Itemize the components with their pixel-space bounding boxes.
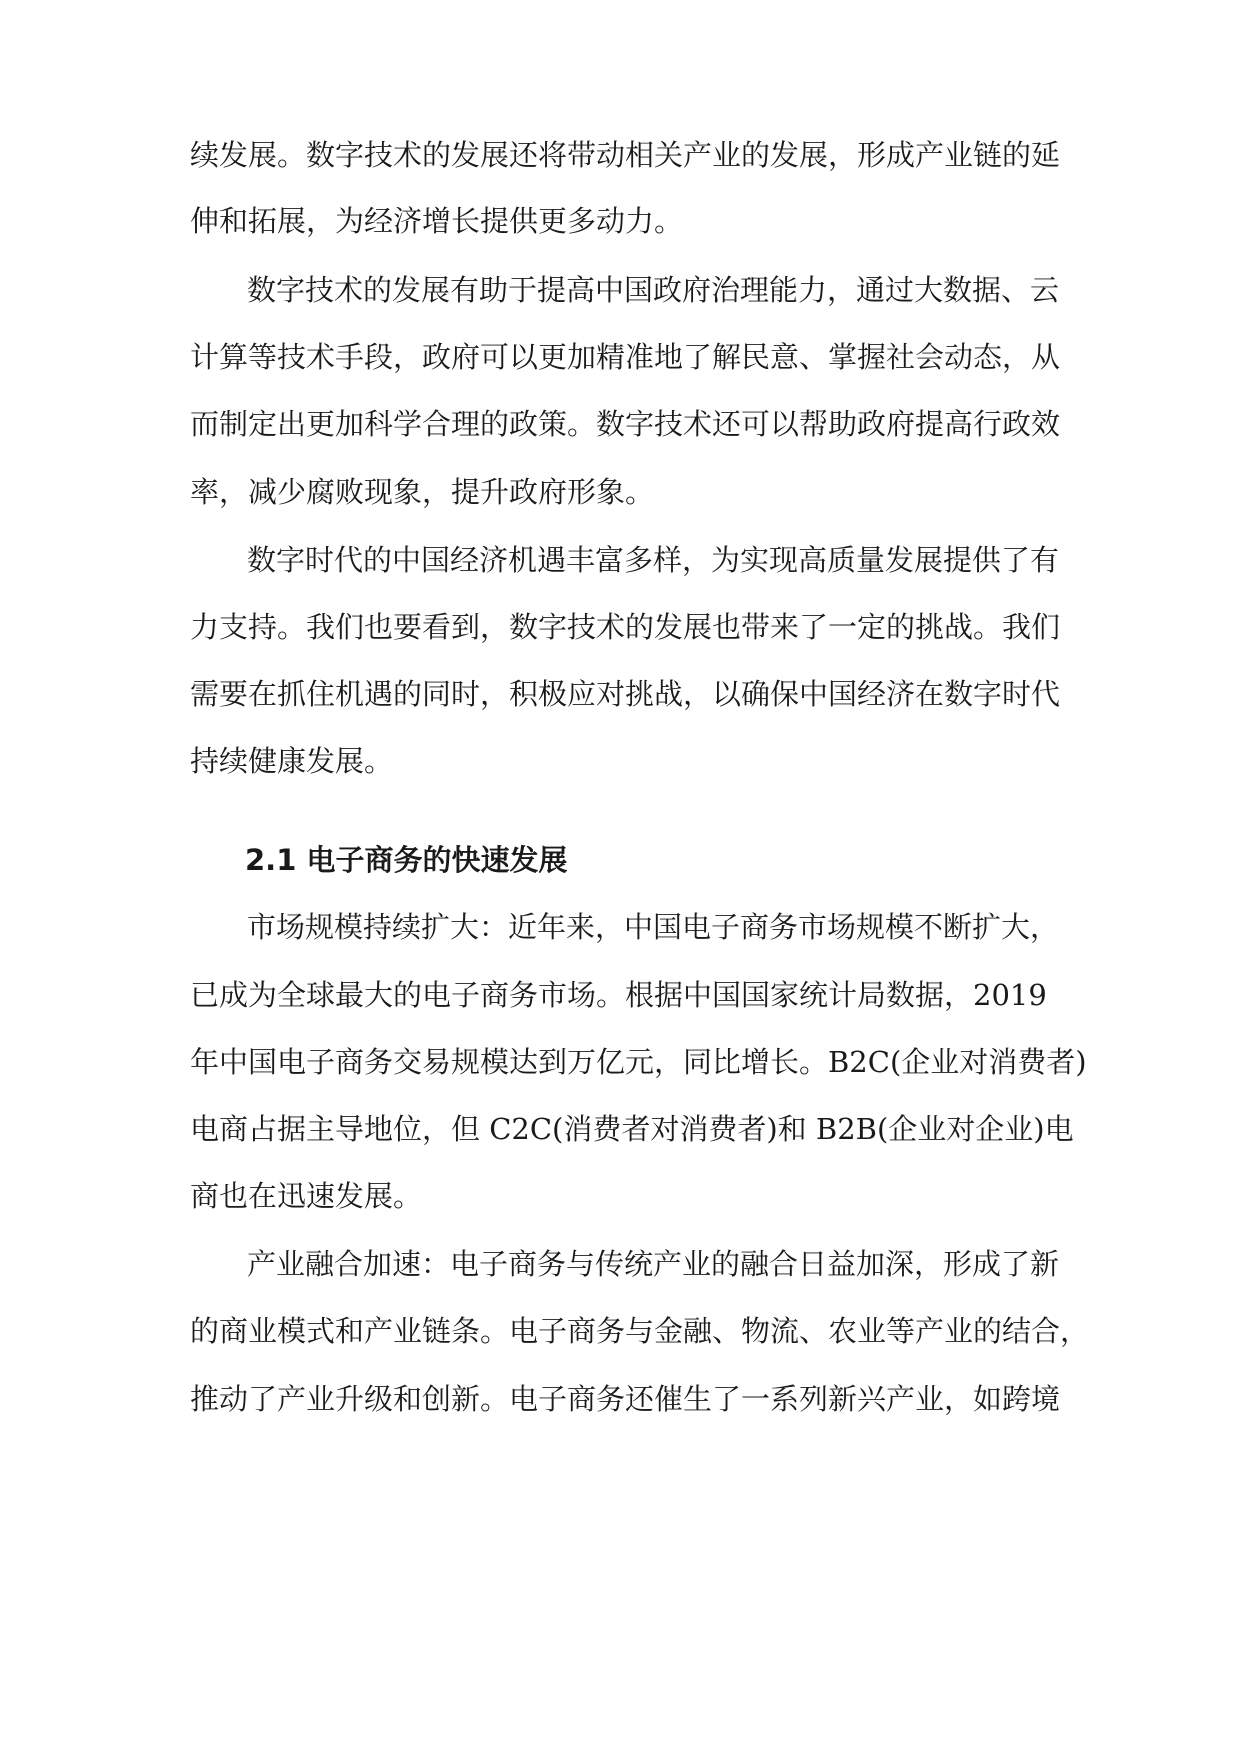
paragraph-2-line-2: 计算等技术手段，政府可以更加精准地了解民意、掌握社会动态，从 [190, 340, 1061, 374]
paragraph-2-line-1: 数字技术的发展有助于提高中国政府治理能力，通过大数据、云 [247, 273, 1060, 307]
section-paragraph-2-line-3: 推动了产业升级和创新。电子商务还催生了一系列新兴产业，如跨境 [190, 1382, 1061, 1416]
paragraph-2-line-4: 率，减少腐败现象，提升政府形象。 [190, 475, 655, 509]
section-paragraph-1-line-5: 商也在迅速发展。 [190, 1179, 423, 1213]
paragraph-1-line-2: 伸和拓展，为经济增长提供更多动力。 [190, 204, 684, 238]
section-paragraph-1-line-2: 已成为全球最大的电子商务市场。根据中国国家统计局数据，2019 [190, 978, 1047, 1012]
section-heading: 2.1 电子商务的快速发展 [245, 843, 568, 877]
paragraph-3-line-2: 力支持。我们也要看到，数字技术的发展也带来了一定的挑战。我们 [190, 610, 1061, 644]
section-paragraph-1-line-4: 电商占据主导地位，但 C2C(消费者对消费者)和 B2B(企业对企业)电 [190, 1112, 1074, 1146]
section-paragraph-1-line-3: 年中国电子商务交易规模达到万亿元，同比增长。B2C(企业对消费者) [190, 1045, 1087, 1079]
paragraph-3-line-3: 需要在抓住机遇的同时，积极应对挑战，以确保中国经济在数字时代 [190, 677, 1061, 711]
paragraph-3-line-1: 数字时代的中国经济机遇丰富多样，为实现高质量发展提供了有 [247, 543, 1060, 577]
paragraph-1-line-1: 续发展。数字技术的发展还将带动相关产业的发展，形成产业链的延 [190, 138, 1061, 172]
section-paragraph-1-line-1: 市场规模持续扩大：近年来，中国电子商务市场规模不断扩大， [247, 910, 1060, 944]
paragraph-3-line-4: 持续健康发展。 [190, 744, 394, 778]
paragraph-2-line-3: 而制定出更加科学合理的政策。数字技术还可以帮助政府提高行政效 [190, 407, 1061, 441]
section-paragraph-2-line-2: 的商业模式和产业链条。电子商务与金融、物流、农业等产业的结合， [190, 1314, 1090, 1348]
section-paragraph-2-line-1: 产业融合加速：电子商务与传统产业的融合日益加深，形成了新 [247, 1247, 1060, 1281]
